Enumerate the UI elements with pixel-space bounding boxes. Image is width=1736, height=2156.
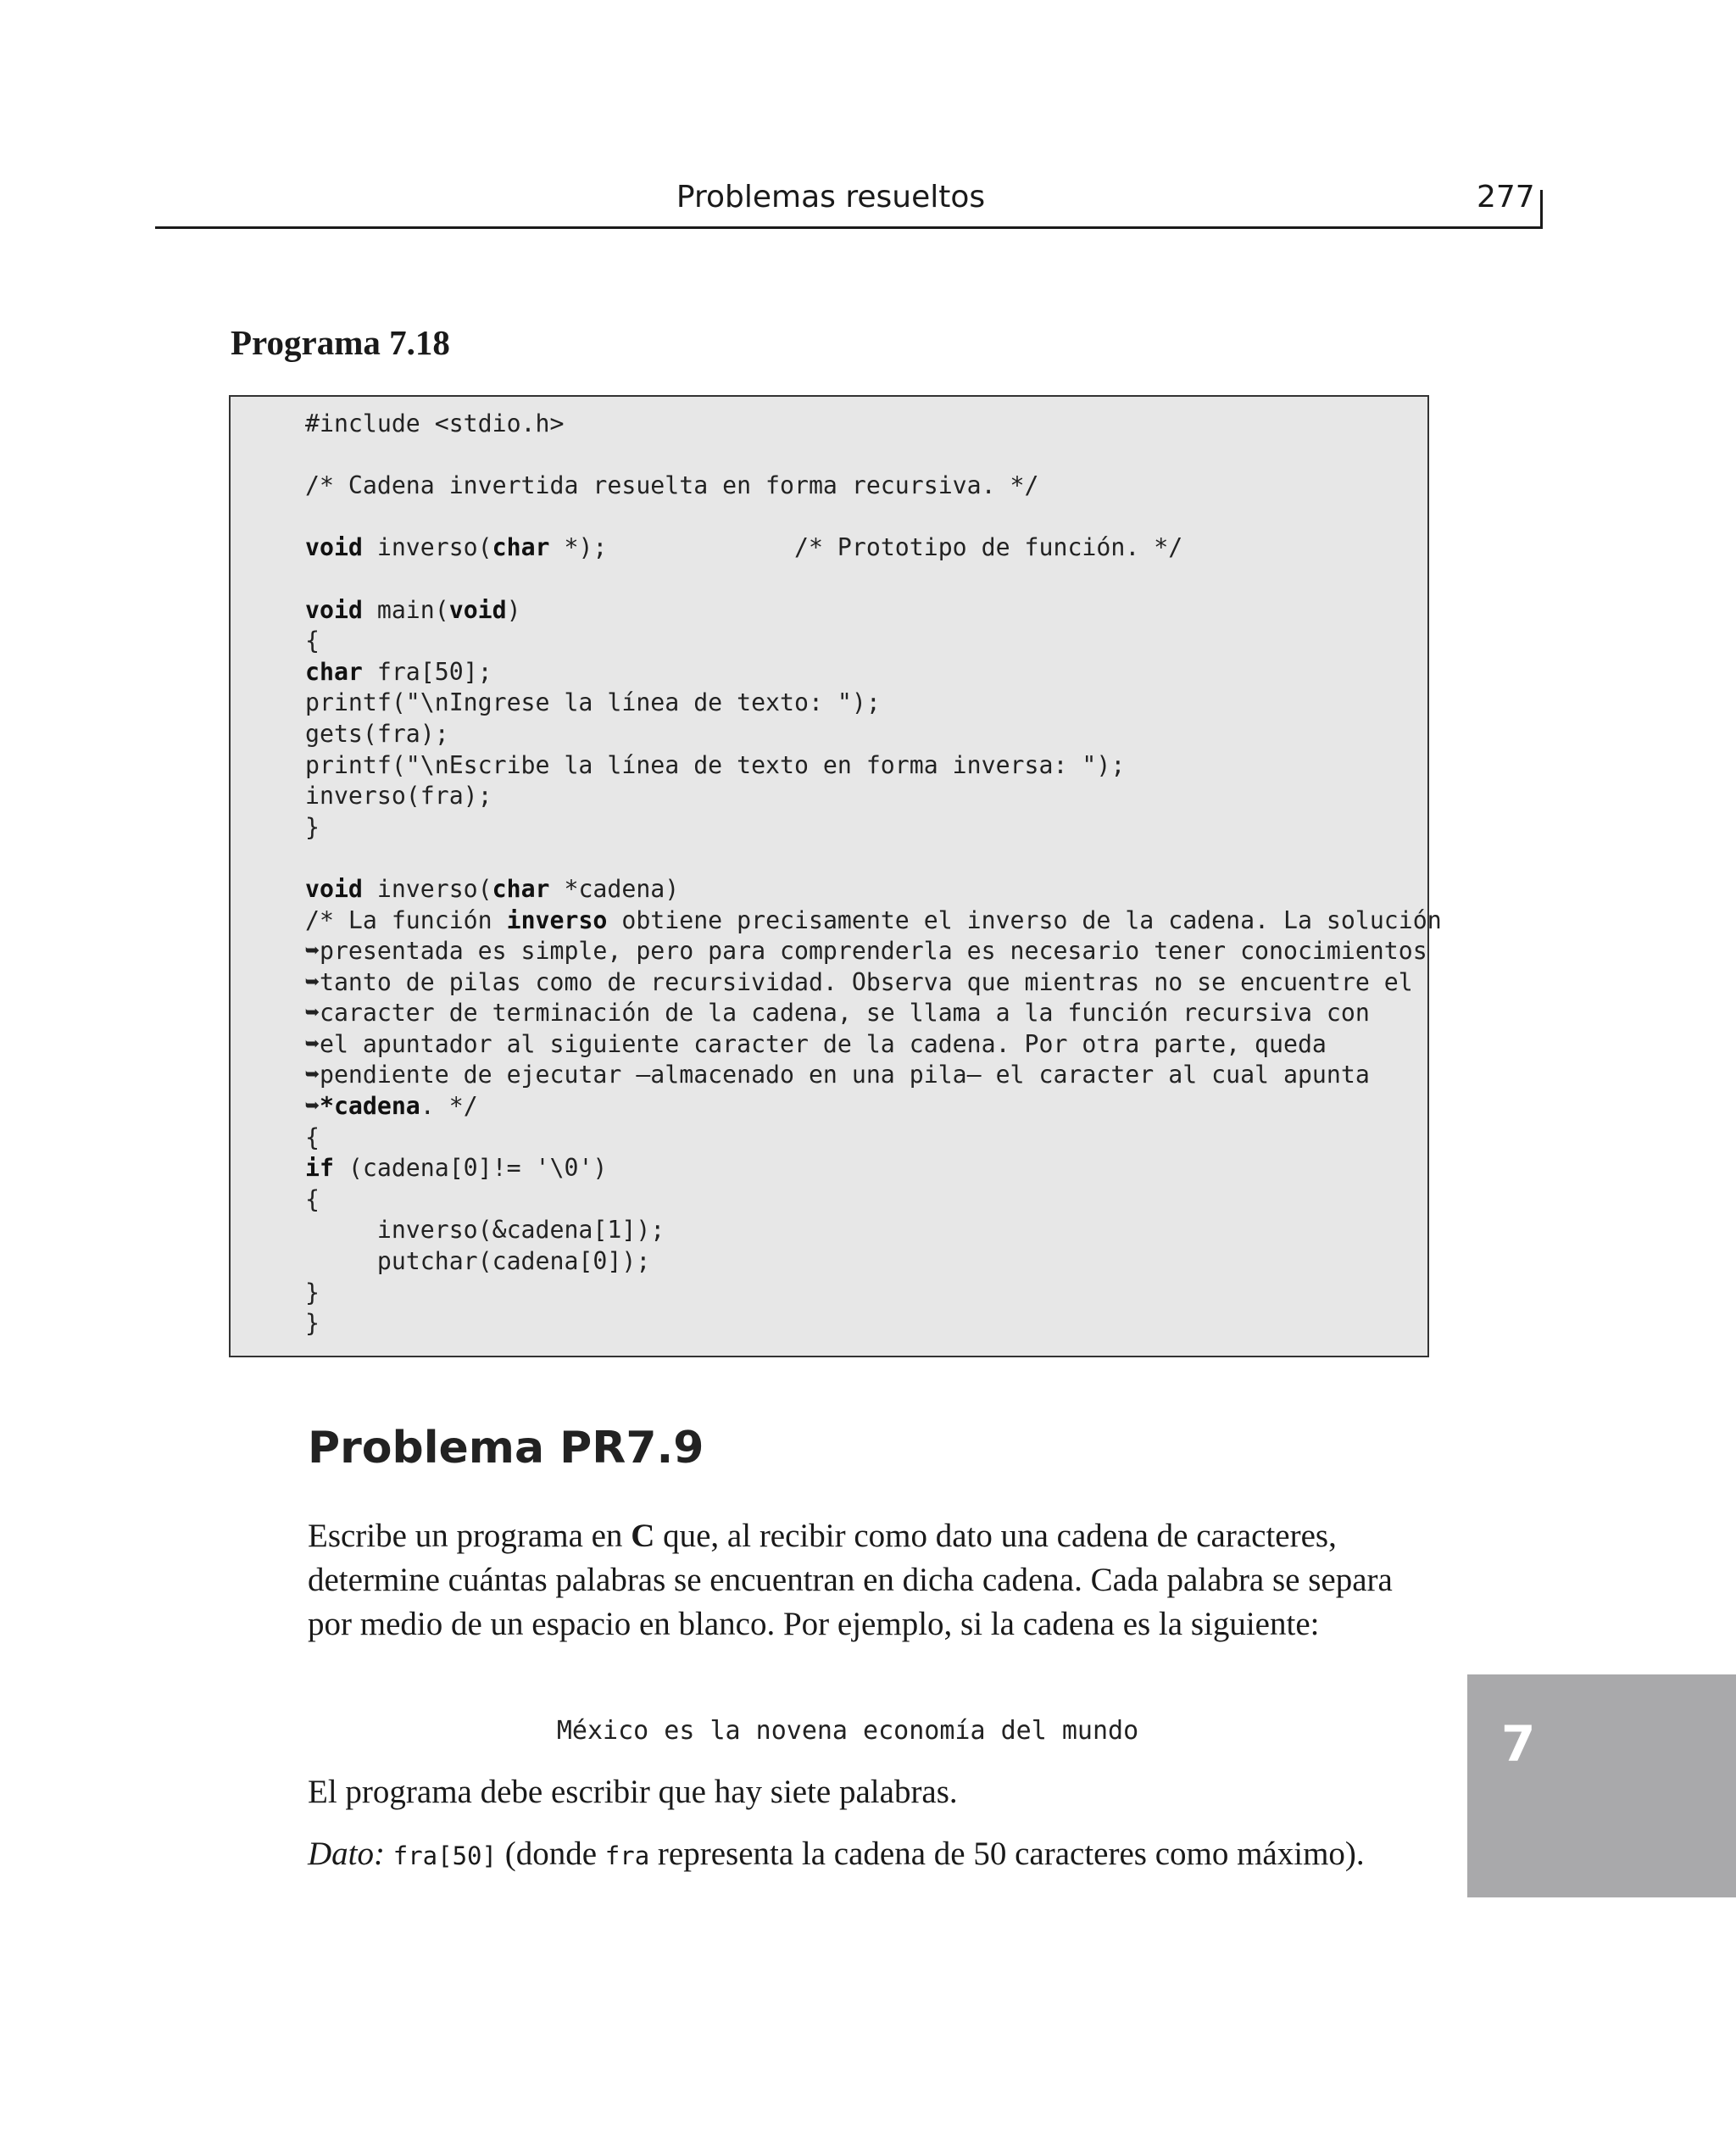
code-text: } bbox=[305, 812, 320, 841]
code-text: putchar(cadena[0]); bbox=[305, 1247, 651, 1276]
code-line bbox=[305, 781, 1442, 812]
expected-output-text: El programa debe escribir que hay siete palabras. bbox=[308, 1774, 958, 1810]
code-text: *); /* Prototipo de función. */ bbox=[549, 533, 1183, 562]
code-text: inverso( bbox=[362, 874, 492, 903]
chapter-tab bbox=[1467, 1674, 1736, 1897]
code-line bbox=[305, 967, 1442, 999]
code-keyword: char bbox=[492, 533, 550, 562]
dato-label: Dato: bbox=[308, 1836, 385, 1872]
code-text: { bbox=[305, 627, 320, 655]
program-label: Programa 7.18 bbox=[231, 323, 450, 362]
code-line bbox=[305, 905, 1442, 937]
dato-text-1: (donde bbox=[496, 1836, 605, 1872]
code-line bbox=[305, 1308, 1442, 1340]
code-text: inverso(&cadena[1]); bbox=[305, 1216, 665, 1245]
code-keyword: *cadena bbox=[319, 1092, 420, 1121]
code-keyword: void bbox=[305, 874, 363, 903]
code-text: . */ bbox=[420, 1092, 478, 1121]
code-line bbox=[305, 626, 1442, 657]
code-keyword: inverso bbox=[506, 905, 608, 934]
code-listing-box bbox=[229, 395, 1442, 1357]
code-keyword: char bbox=[305, 657, 363, 686]
example-string: México es la novena economía del mundo bbox=[556, 1716, 1139, 1746]
code-line bbox=[305, 688, 1442, 719]
problem-statement bbox=[308, 1514, 1427, 1646]
code-line bbox=[305, 750, 1442, 782]
code-text: ➥tanto de pilas como de recursividad. Observa que mientras no se encuentre el bbox=[305, 967, 1413, 996]
code-line bbox=[305, 595, 1442, 627]
section-title: Problema PR7.9 bbox=[308, 1423, 704, 1474]
code-line bbox=[305, 532, 1442, 564]
header-tick bbox=[1540, 190, 1543, 229]
page-number: 277 bbox=[1477, 180, 1535, 214]
code-text: ➥pendiente de ejecutar —almacenado en una pila— el caracter al cual apunta bbox=[305, 1061, 1370, 1089]
chapter-number: 7 bbox=[1501, 1715, 1536, 1773]
code-line bbox=[305, 1060, 1442, 1091]
code-text: { bbox=[305, 1184, 320, 1213]
code-text: /* Cadena invertida resuelta en forma recursiva. */ bbox=[305, 471, 1039, 500]
statement-text: que, al recibir como dato una cadena de caracteres, determine cuántas palabras se encuentran en dicha cadena. Cada palabra se separa por medio de un espacio en blanco. Por ejemplo, si la cadena es la siguiente: bbox=[308, 1518, 1393, 1642]
code-line bbox=[305, 657, 1442, 688]
code-text: ➥ bbox=[305, 1092, 320, 1121]
code-text: obtiene precisamente el inverso de la cadena. La solución bbox=[607, 905, 1442, 934]
code-line bbox=[305, 1029, 1442, 1061]
code-text: ) bbox=[506, 595, 521, 624]
code-line bbox=[305, 936, 1442, 967]
code-listing bbox=[305, 409, 1442, 1340]
code-line bbox=[305, 1215, 1442, 1246]
code-line bbox=[305, 409, 1442, 440]
code-text: ➥caracter de terminación de la cadena, se llama a la función recursiva con bbox=[305, 999, 1370, 1028]
code-keyword: void bbox=[448, 595, 507, 624]
code-keyword: if bbox=[305, 1154, 334, 1183]
code-keyword: void bbox=[305, 595, 363, 624]
code-text: ➥el apuntador al siguiente caracter de la cadena. Por otra parte, queda bbox=[305, 1029, 1327, 1058]
code-text: } bbox=[305, 1278, 320, 1306]
code-text: fra[50]; bbox=[362, 657, 492, 686]
code-text: /* La función bbox=[305, 905, 507, 934]
code-line bbox=[305, 502, 1442, 533]
code-line bbox=[305, 719, 1442, 750]
emphasis-text: C bbox=[631, 1518, 655, 1554]
code-line bbox=[305, 564, 1442, 595]
header-rule bbox=[155, 226, 1542, 229]
code-text: { bbox=[305, 1123, 320, 1151]
code-text: } bbox=[305, 1309, 320, 1338]
code-keyword: char bbox=[492, 874, 550, 903]
dato-code-var: fra bbox=[604, 1841, 650, 1870]
code-line bbox=[305, 1184, 1442, 1216]
code-line bbox=[305, 1278, 1442, 1309]
code-line bbox=[305, 471, 1442, 502]
code-text: printf("\nIngrese la línea de texto: "); bbox=[305, 688, 881, 717]
code-line bbox=[305, 1153, 1442, 1184]
dato-text-2: representa la cadena de 50 caracteres como máximo). bbox=[649, 1836, 1365, 1872]
code-text: (cadena[0]!= '\0') bbox=[333, 1154, 608, 1183]
code-line bbox=[305, 874, 1442, 905]
code-text: #include <stdio.h> bbox=[305, 409, 565, 437]
code-line bbox=[305, 1246, 1442, 1278]
code-line bbox=[305, 998, 1442, 1029]
code-line bbox=[305, 843, 1442, 874]
code-line bbox=[305, 812, 1442, 844]
data-note bbox=[308, 1832, 1365, 1878]
code-text: inverso( bbox=[362, 533, 492, 562]
statement-text: Escribe un programa en bbox=[308, 1518, 632, 1554]
code-text: gets(fra); bbox=[305, 719, 449, 748]
code-line bbox=[305, 1123, 1442, 1154]
code-text: ➥presentada es simple, pero para comprenderla es necesario tener conocimientos bbox=[305, 937, 1427, 966]
code-text: inverso(fra); bbox=[305, 782, 492, 811]
code-line bbox=[305, 440, 1442, 471]
code-text: *cadena) bbox=[549, 874, 680, 903]
running-title: Problemas resueltos bbox=[676, 180, 986, 214]
code-text: main( bbox=[362, 595, 449, 624]
dato-code-array: fra[50] bbox=[392, 1841, 497, 1870]
code-text: printf("\nEscribe la línea de texto en forma inversa: "); bbox=[305, 750, 1126, 779]
code-keyword: void bbox=[305, 533, 363, 562]
code-line bbox=[305, 1091, 1442, 1123]
